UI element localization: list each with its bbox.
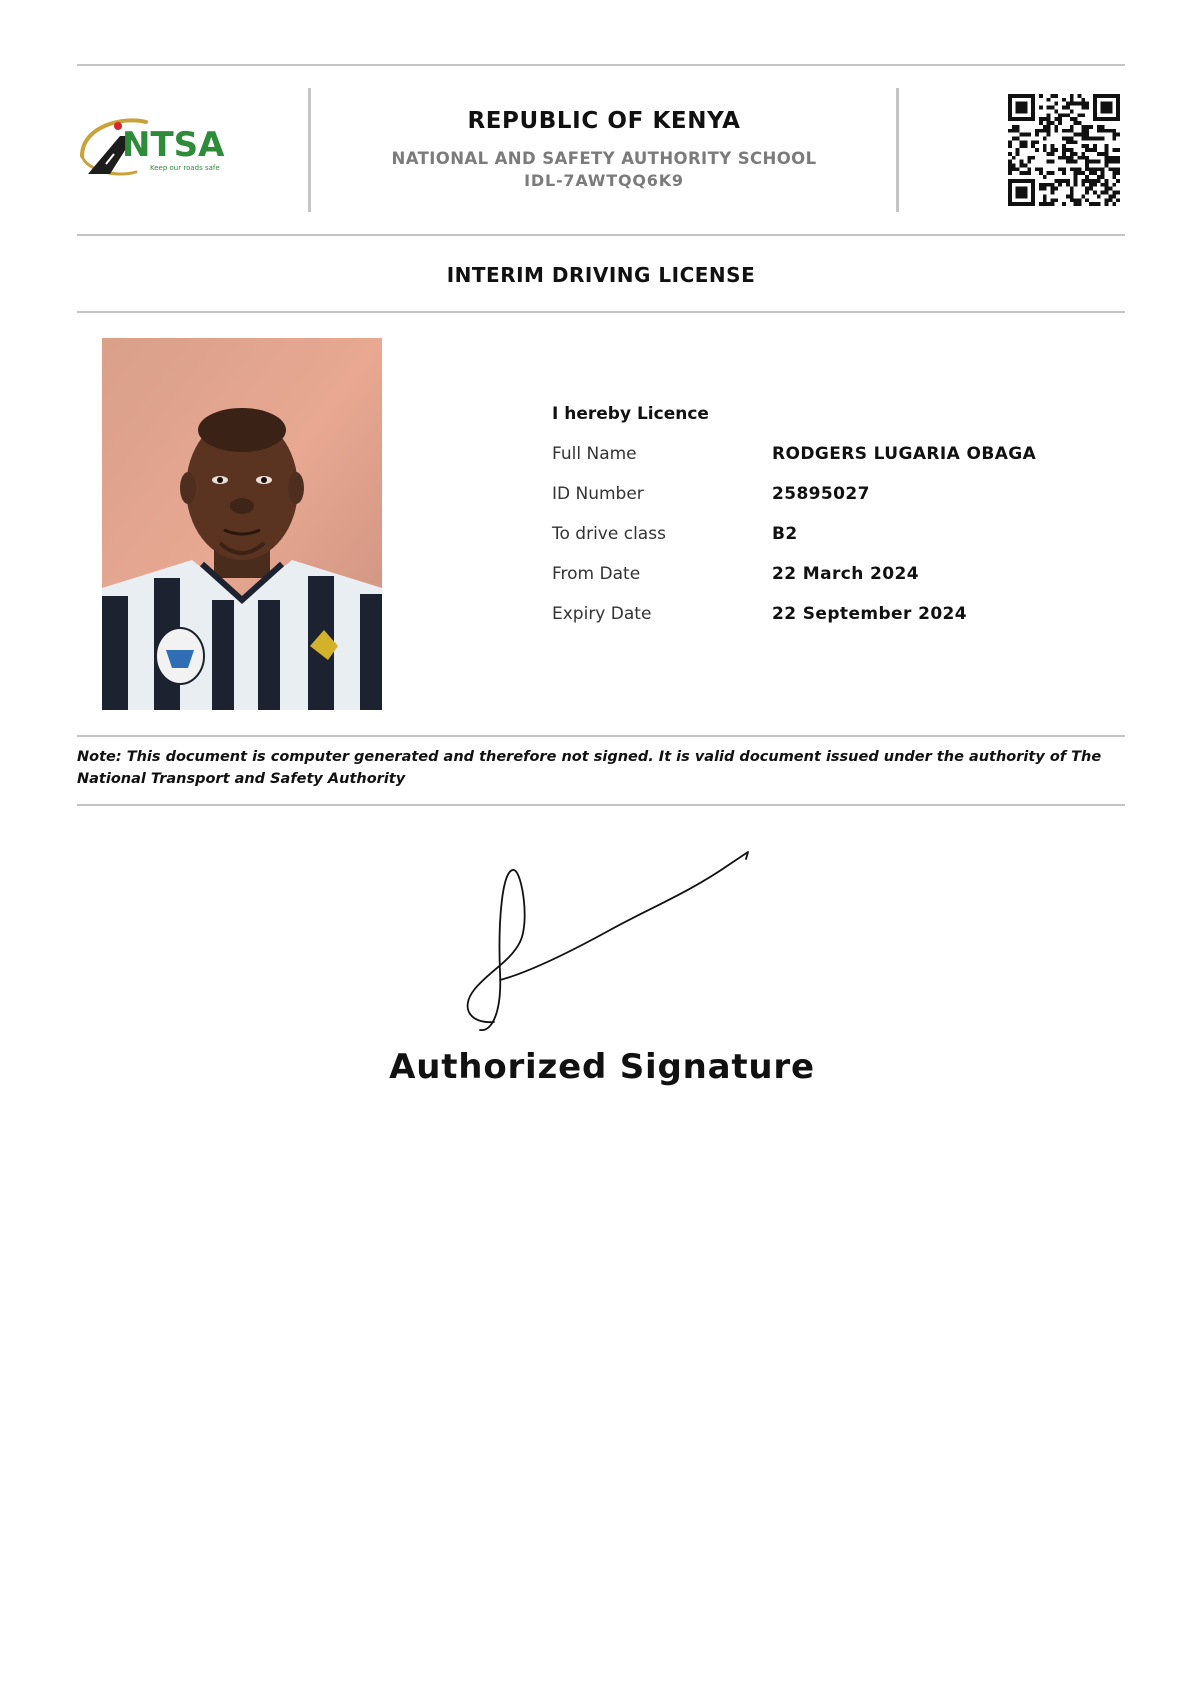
detail-row-class — [552, 520, 798, 560]
top-divider — [77, 64, 1125, 66]
detail-label: ID Number — [552, 484, 644, 504]
header-divider-left — [308, 88, 311, 212]
note-bottom-divider — [77, 804, 1125, 806]
republic-title: REPUBLIC OF KENYA — [467, 108, 741, 134]
detail-value: 22 March 2024 — [772, 564, 919, 584]
detail-label: To drive class — [552, 524, 666, 544]
authorized-signature-caption: Authorized Signature — [389, 1047, 815, 1087]
validity-note: Note: This document is computer generated and therefore not signed. It is valid document issued under the authority of The National Transport and Safety Authority — [77, 749, 1102, 787]
ntsa-logo — [76, 112, 228, 184]
signature-scribble — [440, 812, 760, 1044]
header-center — [312, 104, 896, 192]
header-bottom-divider — [77, 234, 1125, 236]
detail-value: 22 September 2024 — [772, 604, 968, 624]
detail-value: RODGERS LUGARIA OBAGA — [772, 444, 1037, 464]
detail-value: 25895027 — [772, 484, 870, 504]
detail-label: Full Name — [552, 444, 637, 464]
document-title: INTERIM DRIVING LICENSE — [446, 263, 756, 287]
detail-row-full-name — [552, 440, 1037, 480]
detail-label: From Date — [552, 564, 641, 584]
qr-code-icon — [1008, 94, 1120, 206]
header-divider-right — [896, 88, 899, 212]
detail-label: Expiry Date — [552, 604, 652, 624]
title-bottom-divider — [77, 311, 1125, 313]
detail-row-expiry-date — [552, 600, 968, 640]
logo-tagline: Keep our roads safe — [150, 164, 220, 172]
school-name: NATIONAL AND SAFETY AUTHORITY SCHOOL — [391, 149, 817, 168]
logo-wordmark: NTSA — [122, 125, 225, 165]
detail-row-from-date — [552, 560, 919, 600]
holder-photo — [102, 338, 382, 710]
license-details — [552, 400, 1037, 640]
details-bottom-divider — [77, 735, 1125, 737]
detail-value: B2 — [772, 524, 798, 544]
licence-intro: I hereby Licence — [552, 404, 709, 424]
detail-row-id-number — [552, 480, 870, 520]
license-code: IDL-7AWTQQ6K9 — [524, 171, 684, 190]
